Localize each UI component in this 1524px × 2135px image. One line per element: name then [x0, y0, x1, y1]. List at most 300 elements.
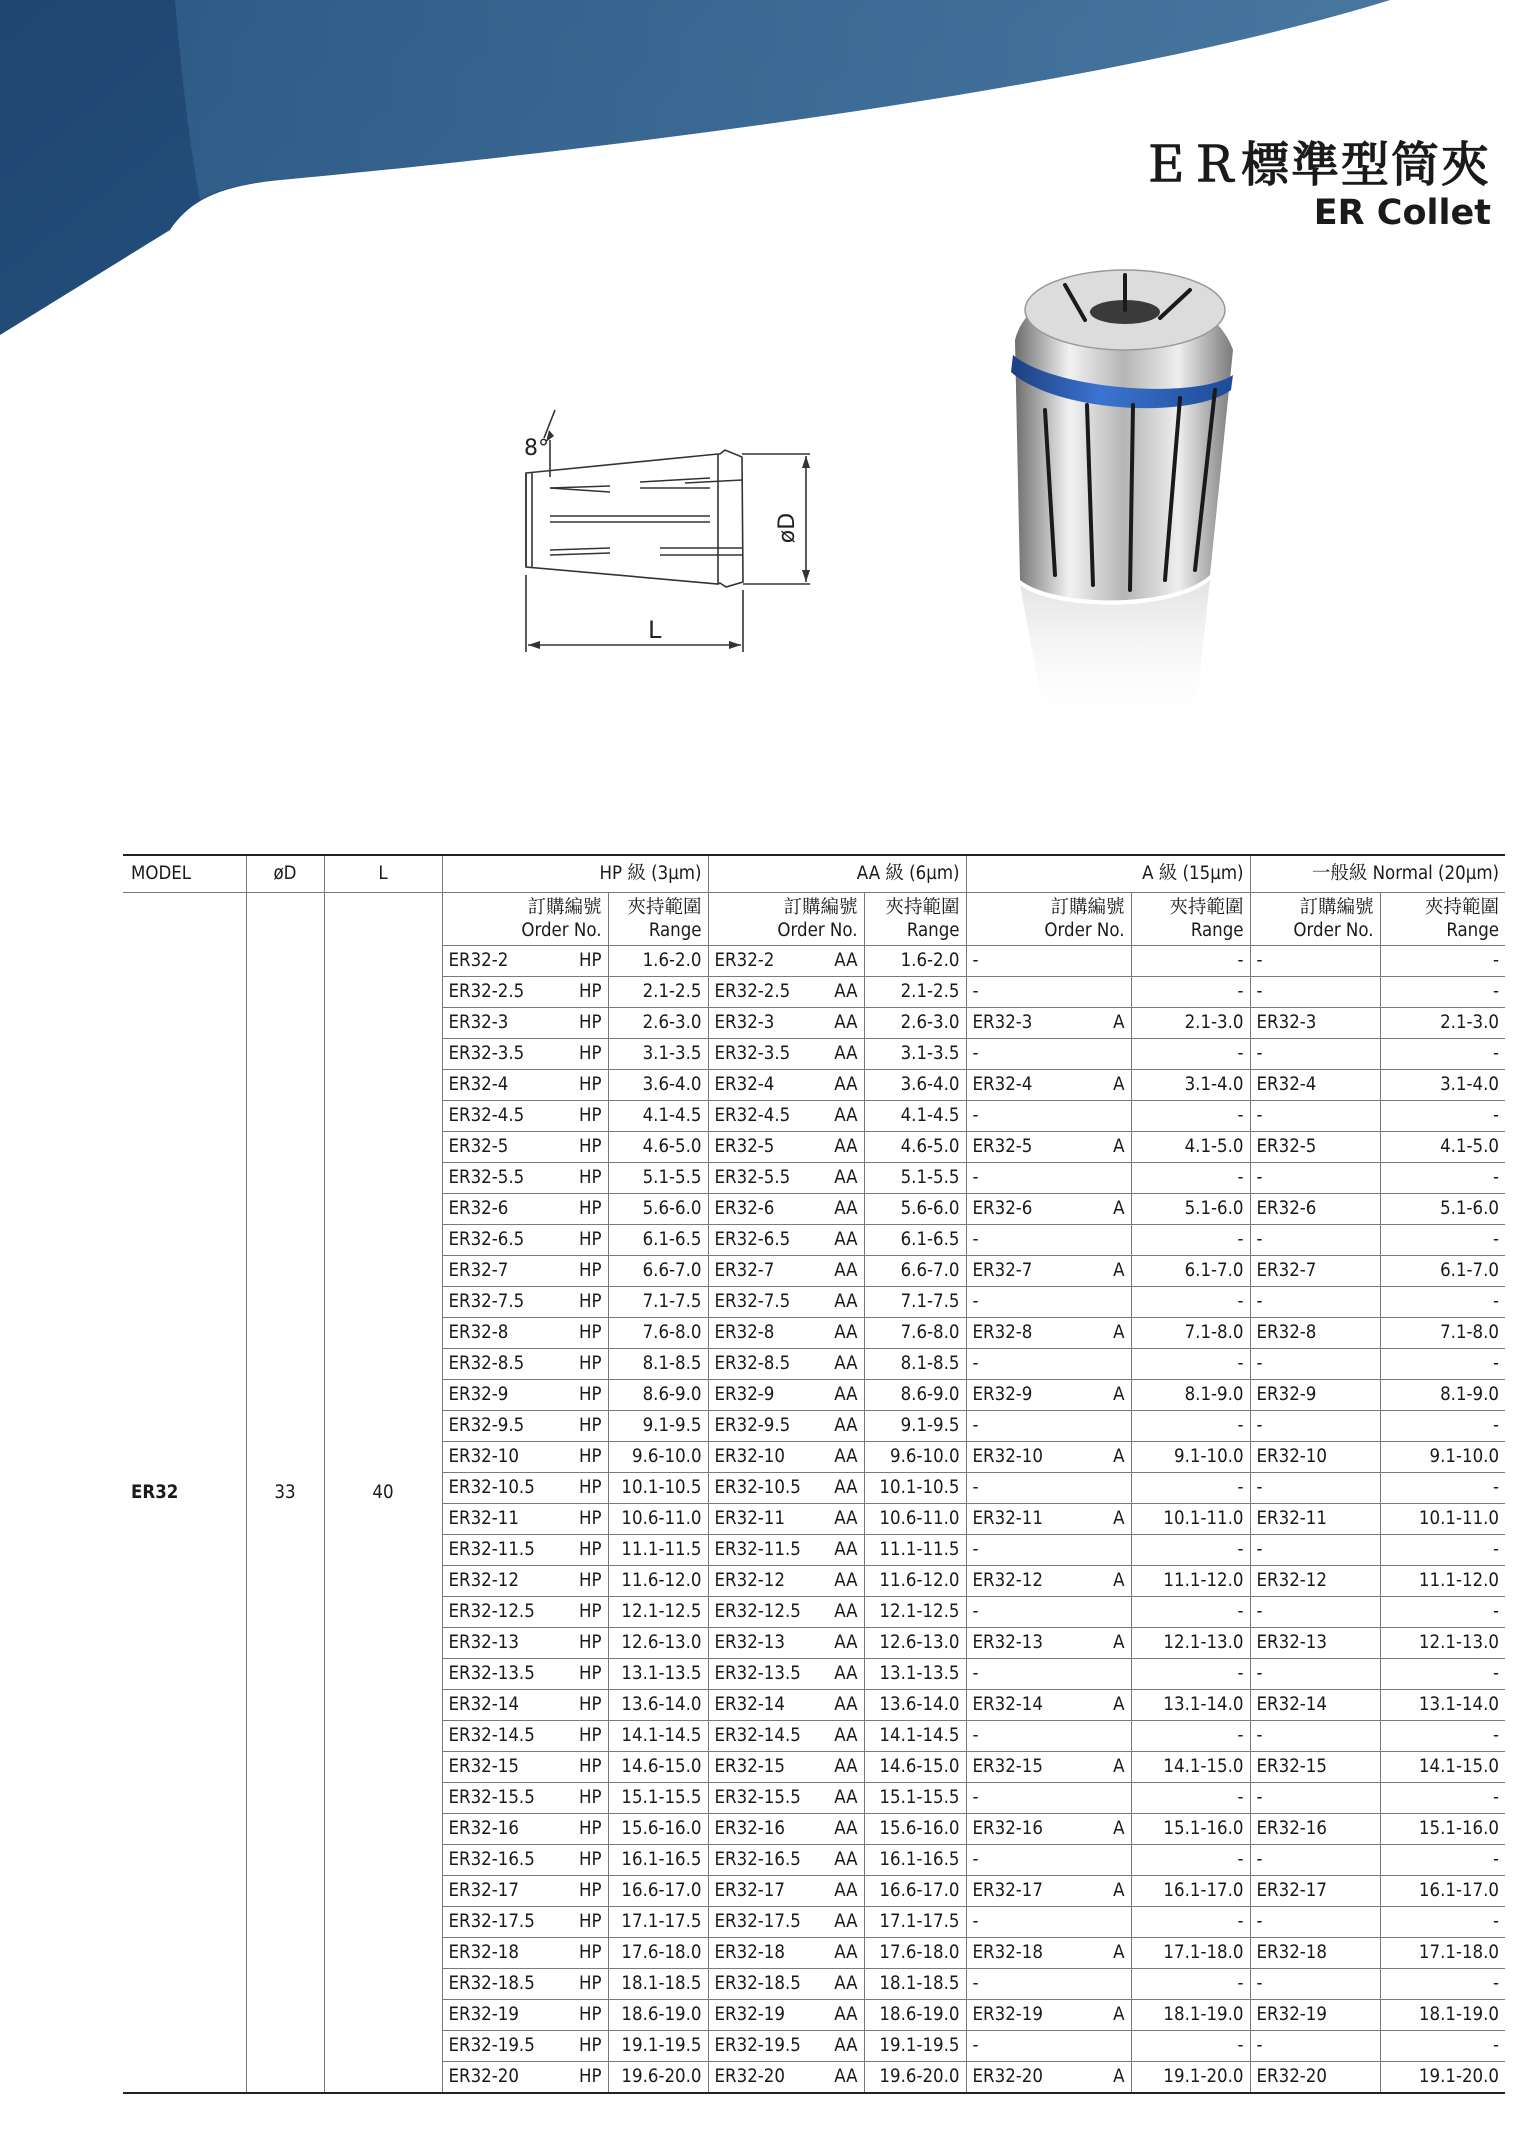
- a-order-no: ER32-18: [966, 1938, 1092, 1969]
- hp-grade-suffix: HP: [568, 1938, 608, 1969]
- aa-order-no: ER32-10.5: [708, 1473, 834, 1504]
- a-range: 15.1-16.0: [1131, 1814, 1250, 1845]
- hp-order-no: ER32-13: [442, 1628, 568, 1659]
- length-label: L: [648, 616, 662, 644]
- aa-range: 18.1-18.5: [864, 1969, 966, 2000]
- hp-grade-suffix: HP: [568, 1039, 608, 1070]
- hp-order-no: ER32-17: [442, 1876, 568, 1907]
- hp-order-no: ER32-3: [442, 1008, 568, 1039]
- hp-grade-suffix: HP: [568, 1597, 608, 1628]
- hp-grade-suffix: HP: [568, 1287, 608, 1318]
- a-range: -: [1131, 1039, 1250, 1070]
- hp-range: 19.1-19.5: [608, 2031, 708, 2062]
- a-grade-suffix: A: [1092, 1442, 1131, 1473]
- aa-grade-suffix: AA: [834, 1752, 864, 1783]
- aa-range: 9.6-10.0: [864, 1442, 966, 1473]
- order-no-en-label: Order No.: [777, 920, 858, 941]
- aa-range: 5.6-6.0: [864, 1194, 966, 1225]
- a-range: -: [1131, 946, 1250, 977]
- hp-range: 1.6-2.0: [608, 946, 708, 977]
- hp-order-no: ER32-19.5: [442, 2031, 568, 2062]
- aa-order-no: ER32-17.5: [708, 1907, 834, 1938]
- range-en-label: Range: [1446, 920, 1500, 941]
- hp-order-no: ER32-14.5: [442, 1721, 568, 1752]
- a-range: 16.1-17.0: [1131, 1876, 1250, 1907]
- hp-order-no: ER32-7: [442, 1256, 568, 1287]
- normal-range: -: [1380, 1101, 1505, 1132]
- a-grade-suffix: A: [1092, 1194, 1131, 1225]
- a-order-no: ER32-14: [966, 1690, 1092, 1721]
- a-grade-suffix: A: [1092, 1256, 1131, 1287]
- page-title-english: ER Collet: [1313, 193, 1491, 233]
- hp-grade-suffix: HP: [568, 1411, 608, 1442]
- subheader-order-a: [966, 893, 1131, 946]
- normal-order-no: ER32-10: [1250, 1442, 1380, 1473]
- a-range: -: [1131, 1659, 1250, 1690]
- normal-order-no: -: [1250, 1721, 1380, 1752]
- aa-order-no: ER32-2.5: [708, 977, 834, 1008]
- hp-order-no: ER32-15: [442, 1752, 568, 1783]
- aa-order-no: ER32-12.5: [708, 1597, 834, 1628]
- aa-range: 15.6-16.0: [864, 1814, 966, 1845]
- subheader-range-a: [1131, 893, 1250, 946]
- aa-grade-suffix: AA: [834, 1008, 864, 1039]
- aa-order-no: ER32-11: [708, 1504, 834, 1535]
- a-order-no: ER32-13: [966, 1628, 1092, 1659]
- hp-grade-suffix: HP: [568, 1690, 608, 1721]
- a-order-no: -: [966, 1845, 1131, 1876]
- aa-range: 11.6-12.0: [864, 1566, 966, 1597]
- hp-grade-suffix: HP: [568, 1008, 608, 1039]
- aa-range: 19.1-19.5: [864, 2031, 966, 2062]
- aa-range: 17.1-17.5: [864, 1907, 966, 1938]
- aa-order-no: ER32-6: [708, 1194, 834, 1225]
- a-range: -: [1131, 2031, 1250, 2062]
- normal-order-no: ER32-17: [1250, 1876, 1380, 1907]
- hp-grade-suffix: HP: [568, 1783, 608, 1814]
- hp-order-no: ER32-9.5: [442, 1411, 568, 1442]
- normal-range: -: [1380, 2031, 1505, 2062]
- aa-grade-suffix: AA: [834, 1876, 864, 1907]
- aa-range: 14.6-15.0: [864, 1752, 966, 1783]
- collet-dimension-diagram: [510, 400, 810, 660]
- hp-order-no: ER32-3.5: [442, 1039, 568, 1070]
- a-order-no: -: [966, 1783, 1131, 1814]
- hp-grade-suffix: HP: [568, 2062, 608, 2094]
- hp-order-no: ER32-16.5: [442, 1845, 568, 1876]
- a-order-no: ER32-17: [966, 1876, 1092, 1907]
- aa-order-no: ER32-9: [708, 1380, 834, 1411]
- hp-range: 6.6-7.0: [608, 1256, 708, 1287]
- aa-order-no: ER32-8: [708, 1318, 834, 1349]
- aa-grade-suffix: AA: [834, 1039, 864, 1070]
- header-a-grade: A 級 (15µm): [966, 855, 1250, 893]
- hp-range: 5.1-5.5: [608, 1163, 708, 1194]
- normal-order-no: ER32-11: [1250, 1504, 1380, 1535]
- hp-order-no: ER32-10.5: [442, 1473, 568, 1504]
- normal-order-no: -: [1250, 1039, 1380, 1070]
- aa-order-no: ER32-14.5: [708, 1721, 834, 1752]
- normal-order-no: -: [1250, 1597, 1380, 1628]
- a-range: 17.1-18.0: [1131, 1938, 1250, 1969]
- aa-grade-suffix: AA: [834, 1380, 864, 1411]
- order-no-cn-label: 訂購編號: [783, 897, 858, 918]
- a-order-no: ER32-19: [966, 2000, 1092, 2031]
- a-grade-suffix: A: [1092, 1876, 1131, 1907]
- normal-order-no: -: [1250, 1225, 1380, 1256]
- normal-order-no: ER32-5: [1250, 1132, 1380, 1163]
- aa-range: 3.1-3.5: [864, 1039, 966, 1070]
- normal-range: 18.1-19.0: [1380, 2000, 1505, 2031]
- hp-range: 9.6-10.0: [608, 1442, 708, 1473]
- a-order-no: -: [966, 2031, 1131, 2062]
- aa-order-no: ER32-7: [708, 1256, 834, 1287]
- a-order-no: -: [966, 1225, 1131, 1256]
- aa-grade-suffix: AA: [834, 1318, 864, 1349]
- a-range: 7.1-8.0: [1131, 1318, 1250, 1349]
- a-order-no: -: [966, 1597, 1131, 1628]
- aa-grade-suffix: AA: [834, 1721, 864, 1752]
- aa-range: 16.6-17.0: [864, 1876, 966, 1907]
- hp-order-no: ER32-11: [442, 1504, 568, 1535]
- normal-range: 3.1-4.0: [1380, 1070, 1505, 1101]
- hp-grade-suffix: HP: [568, 1380, 608, 1411]
- normal-order-no: -: [1250, 1783, 1380, 1814]
- hp-range: 18.1-18.5: [608, 1969, 708, 2000]
- hp-grade-suffix: HP: [568, 1442, 608, 1473]
- hp-range: 5.6-6.0: [608, 1194, 708, 1225]
- a-range: -: [1131, 977, 1250, 1008]
- hp-grade-suffix: HP: [568, 1225, 608, 1256]
- order-no-en-label: Order No.: [1044, 920, 1125, 941]
- hp-grade-suffix: HP: [568, 1349, 608, 1380]
- length-cell: 40: [324, 893, 442, 2094]
- header-hp-grade: HP 級 (3µm): [442, 855, 708, 893]
- aa-grade-suffix: AA: [834, 1845, 864, 1876]
- a-grade-suffix: A: [1092, 1318, 1131, 1349]
- angle-label: 8°: [524, 436, 549, 461]
- aa-order-no: ER32-4.5: [708, 1101, 834, 1132]
- a-range: -: [1131, 1597, 1250, 1628]
- aa-grade-suffix: AA: [834, 1070, 864, 1101]
- hp-order-no: ER32-2: [442, 946, 568, 977]
- subheader-range-normal: [1380, 893, 1505, 946]
- normal-range: 10.1-11.0: [1380, 1504, 1505, 1535]
- a-order-no: -: [966, 1411, 1131, 1442]
- aa-grade-suffix: AA: [834, 1938, 864, 1969]
- aa-grade-suffix: AA: [834, 1566, 864, 1597]
- a-range: -: [1131, 1101, 1250, 1132]
- normal-order-no: ER32-4: [1250, 1070, 1380, 1101]
- aa-grade-suffix: AA: [834, 1628, 864, 1659]
- a-grade-suffix: A: [1092, 1008, 1131, 1039]
- normal-order-no: ER32-3: [1250, 1008, 1380, 1039]
- normal-order-no: -: [1250, 1659, 1380, 1690]
- normal-range: 7.1-8.0: [1380, 1318, 1505, 1349]
- hp-grade-suffix: HP: [568, 1969, 608, 2000]
- range-cn-label: 夾持範圍: [1169, 897, 1244, 918]
- a-range: -: [1131, 1411, 1250, 1442]
- a-range: -: [1131, 1163, 1250, 1194]
- a-order-no: -: [966, 1721, 1131, 1752]
- aa-order-no: ER32-11.5: [708, 1535, 834, 1566]
- normal-range: -: [1380, 1411, 1505, 1442]
- hp-range: 7.1-7.5: [608, 1287, 708, 1318]
- normal-order-no: -: [1250, 977, 1380, 1008]
- hp-grade-suffix: HP: [568, 977, 608, 1008]
- aa-order-no: ER32-4: [708, 1070, 834, 1101]
- aa-order-no: ER32-7.5: [708, 1287, 834, 1318]
- hp-range: 18.6-19.0: [608, 2000, 708, 2031]
- subheader-order-normal: [1250, 893, 1380, 946]
- a-grade-suffix: A: [1092, 1504, 1131, 1535]
- collet-product-image: [975, 240, 1275, 740]
- hp-grade-suffix: HP: [568, 946, 608, 977]
- hp-grade-suffix: HP: [568, 1566, 608, 1597]
- hp-range: 17.6-18.0: [608, 1938, 708, 1969]
- hp-order-no: ER32-18.5: [442, 1969, 568, 2000]
- a-range: 8.1-9.0: [1131, 1380, 1250, 1411]
- a-range: -: [1131, 1225, 1250, 1256]
- aa-grade-suffix: AA: [834, 1535, 864, 1566]
- hp-order-no: ER32-5: [442, 1132, 568, 1163]
- a-order-no: ER32-9: [966, 1380, 1092, 1411]
- a-order-no: -: [966, 1101, 1131, 1132]
- aa-grade-suffix: AA: [834, 1690, 864, 1721]
- hp-grade-suffix: HP: [568, 2031, 608, 2062]
- a-range: 13.1-14.0: [1131, 1690, 1250, 1721]
- a-order-no: -: [966, 1473, 1131, 1504]
- normal-order-no: ER32-6: [1250, 1194, 1380, 1225]
- a-range: 4.1-5.0: [1131, 1132, 1250, 1163]
- aa-order-no: ER32-16: [708, 1814, 834, 1845]
- a-range: -: [1131, 1349, 1250, 1380]
- a-range: 5.1-6.0: [1131, 1194, 1250, 1225]
- hp-range: 12.1-12.5: [608, 1597, 708, 1628]
- normal-order-no: -: [1250, 946, 1380, 977]
- aa-order-no: ER32-17: [708, 1876, 834, 1907]
- aa-grade-suffix: AA: [834, 1349, 864, 1380]
- aa-grade-suffix: AA: [834, 1442, 864, 1473]
- hp-order-no: ER32-4: [442, 1070, 568, 1101]
- aa-range: 16.1-16.5: [864, 1845, 966, 1876]
- hp-order-no: ER32-13.5: [442, 1659, 568, 1690]
- a-range: -: [1131, 1721, 1250, 1752]
- hp-order-no: ER32-12.5: [442, 1597, 568, 1628]
- hp-grade-suffix: HP: [568, 2000, 608, 2031]
- aa-grade-suffix: AA: [834, 977, 864, 1008]
- aa-range: 3.6-4.0: [864, 1070, 966, 1101]
- aa-order-no: ER32-5: [708, 1132, 834, 1163]
- aa-grade-suffix: AA: [834, 1783, 864, 1814]
- normal-range: -: [1380, 1783, 1505, 1814]
- aa-grade-suffix: AA: [834, 1473, 864, 1504]
- hp-order-no: ER32-2.5: [442, 977, 568, 1008]
- hp-grade-suffix: HP: [568, 1752, 608, 1783]
- aa-grade-suffix: AA: [834, 1597, 864, 1628]
- aa-range: 13.1-13.5: [864, 1659, 966, 1690]
- a-range: -: [1131, 1907, 1250, 1938]
- diameter-cell: 33: [246, 893, 324, 2094]
- aa-order-no: ER32-19.5: [708, 2031, 834, 2062]
- normal-order-no: ER32-16: [1250, 1814, 1380, 1845]
- hp-order-no: ER32-8: [442, 1318, 568, 1349]
- a-order-no: ER32-16: [966, 1814, 1092, 1845]
- header-length: L: [324, 855, 442, 893]
- hp-grade-suffix: HP: [568, 1318, 608, 1349]
- a-grade-suffix: A: [1092, 1070, 1131, 1101]
- aa-range: 9.1-9.5: [864, 1411, 966, 1442]
- normal-range: 5.1-6.0: [1380, 1194, 1505, 1225]
- range-en-label: Range: [906, 920, 960, 941]
- aa-grade-suffix: AA: [834, 2000, 864, 2031]
- aa-range: 18.6-19.0: [864, 2000, 966, 2031]
- hp-grade-suffix: HP: [568, 1132, 608, 1163]
- aa-range: 10.6-11.0: [864, 1504, 966, 1535]
- model-cell: ER32: [123, 893, 246, 2094]
- hp-range: 3.6-4.0: [608, 1070, 708, 1101]
- aa-grade-suffix: AA: [834, 1225, 864, 1256]
- a-order-no: ER32-11: [966, 1504, 1092, 1535]
- hp-order-no: ER32-4.5: [442, 1101, 568, 1132]
- aa-grade-suffix: AA: [834, 1194, 864, 1225]
- hp-grade-suffix: HP: [568, 1628, 608, 1659]
- normal-range: -: [1380, 1845, 1505, 1876]
- hp-grade-suffix: HP: [568, 1659, 608, 1690]
- header-aa-grade: AA 級 (6µm): [708, 855, 966, 893]
- normal-order-no: -: [1250, 1101, 1380, 1132]
- normal-range: -: [1380, 1039, 1505, 1070]
- normal-order-no: -: [1250, 1845, 1380, 1876]
- range-en-label: Range: [648, 920, 702, 941]
- normal-order-no: -: [1250, 2031, 1380, 2062]
- a-range: 18.1-19.0: [1131, 2000, 1250, 2031]
- order-no-cn-label: 訂購編號: [1299, 897, 1374, 918]
- normal-order-no: ER32-18: [1250, 1938, 1380, 1969]
- aa-order-no: ER32-18.5: [708, 1969, 834, 2000]
- hp-range: 14.1-14.5: [608, 1721, 708, 1752]
- hp-grade-suffix: HP: [568, 1907, 608, 1938]
- a-order-no: -: [966, 946, 1131, 977]
- a-order-no: -: [966, 1039, 1131, 1070]
- a-grade-suffix: A: [1092, 1566, 1131, 1597]
- header-normal-grade: 一般級 Normal (20µm): [1250, 855, 1505, 893]
- a-range: 3.1-4.0: [1131, 1070, 1250, 1101]
- normal-range: -: [1380, 946, 1505, 977]
- hp-order-no: ER32-5.5: [442, 1163, 568, 1194]
- normal-range: 8.1-9.0: [1380, 1380, 1505, 1411]
- a-range: 2.1-3.0: [1131, 1008, 1250, 1039]
- normal-order-no: ER32-19: [1250, 2000, 1380, 2031]
- hp-range: 4.1-4.5: [608, 1101, 708, 1132]
- a-grade-suffix: A: [1092, 1814, 1131, 1845]
- aa-range: 8.1-8.5: [864, 1349, 966, 1380]
- hp-range: 8.1-8.5: [608, 1349, 708, 1380]
- normal-order-no: ER32-8: [1250, 1318, 1380, 1349]
- subheader-range-hp: [608, 893, 708, 946]
- a-order-no: -: [966, 1659, 1131, 1690]
- a-range: 14.1-15.0: [1131, 1752, 1250, 1783]
- aa-order-no: ER32-3.5: [708, 1039, 834, 1070]
- normal-order-no: -: [1250, 1969, 1380, 2000]
- hp-grade-suffix: HP: [568, 1473, 608, 1504]
- aa-order-no: ER32-14: [708, 1690, 834, 1721]
- aa-grade-suffix: AA: [834, 1256, 864, 1287]
- hp-grade-suffix: HP: [568, 1876, 608, 1907]
- hp-order-no: ER32-19: [442, 2000, 568, 2031]
- hp-range: 7.6-8.0: [608, 1318, 708, 1349]
- subheader-range-aa: [864, 893, 966, 946]
- subheader-order-hp: [442, 893, 608, 946]
- a-grade-suffix: A: [1092, 1938, 1131, 1969]
- aa-range: 6.6-7.0: [864, 1256, 966, 1287]
- a-order-no: -: [966, 1535, 1131, 1566]
- aa-range: 5.1-5.5: [864, 1163, 966, 1194]
- normal-range: 17.1-18.0: [1380, 1938, 1505, 1969]
- a-range: 12.1-13.0: [1131, 1628, 1250, 1659]
- hp-range: 15.1-15.5: [608, 1783, 708, 1814]
- aa-grade-suffix: AA: [834, 946, 864, 977]
- hp-range: 10.6-11.0: [608, 1504, 708, 1535]
- aa-range: 11.1-11.5: [864, 1535, 966, 1566]
- aa-grade-suffix: AA: [834, 1132, 864, 1163]
- a-order-no: -: [966, 977, 1131, 1008]
- hp-order-no: ER32-9: [442, 1380, 568, 1411]
- hp-order-no: ER32-10: [442, 1442, 568, 1473]
- normal-range: -: [1380, 1473, 1505, 1504]
- normal-order-no: ER32-14: [1250, 1690, 1380, 1721]
- hp-order-no: ER32-20: [442, 2062, 568, 2094]
- aa-grade-suffix: AA: [834, 1287, 864, 1318]
- hp-range: 14.6-15.0: [608, 1752, 708, 1783]
- normal-order-no: ER32-12: [1250, 1566, 1380, 1597]
- hp-range: 17.1-17.5: [608, 1907, 708, 1938]
- a-order-no: -: [966, 1287, 1131, 1318]
- hp-grade-suffix: HP: [568, 1194, 608, 1225]
- aa-grade-suffix: AA: [834, 2062, 864, 2094]
- hp-grade-suffix: HP: [568, 1504, 608, 1535]
- normal-order-no: ER32-9: [1250, 1380, 1380, 1411]
- header-diameter: øD: [246, 855, 324, 893]
- aa-grade-suffix: AA: [834, 1659, 864, 1690]
- aa-range: 6.1-6.5: [864, 1225, 966, 1256]
- hp-range: 10.1-10.5: [608, 1473, 708, 1504]
- normal-range: -: [1380, 1535, 1505, 1566]
- aa-order-no: ER32-13: [708, 1628, 834, 1659]
- hp-order-no: ER32-12: [442, 1566, 568, 1597]
- a-range: 9.1-10.0: [1131, 1442, 1250, 1473]
- aa-grade-suffix: AA: [834, 1907, 864, 1938]
- a-range: 11.1-12.0: [1131, 1566, 1250, 1597]
- hp-grade-suffix: HP: [568, 1101, 608, 1132]
- aa-order-no: ER32-15: [708, 1752, 834, 1783]
- hp-grade-suffix: HP: [568, 1535, 608, 1566]
- a-order-no: ER32-20: [966, 2062, 1092, 2094]
- hp-range: 11.1-11.5: [608, 1535, 708, 1566]
- hp-range: 16.1-16.5: [608, 1845, 708, 1876]
- page-title-chinese: ＥＲ標準型筒夾: [1140, 137, 1491, 193]
- a-range: 19.1-20.0: [1131, 2062, 1250, 2094]
- hp-range: 2.6-3.0: [608, 1008, 708, 1039]
- collet-spec-table: [123, 854, 1505, 2094]
- hp-grade-suffix: HP: [568, 1721, 608, 1752]
- hp-grade-suffix: HP: [568, 1070, 608, 1101]
- normal-order-no: ER32-7: [1250, 1256, 1380, 1287]
- aa-order-no: ER32-19: [708, 2000, 834, 2031]
- normal-range: 15.1-16.0: [1380, 1814, 1505, 1845]
- aa-order-no: ER32-6.5: [708, 1225, 834, 1256]
- aa-grade-suffix: AA: [834, 1969, 864, 2000]
